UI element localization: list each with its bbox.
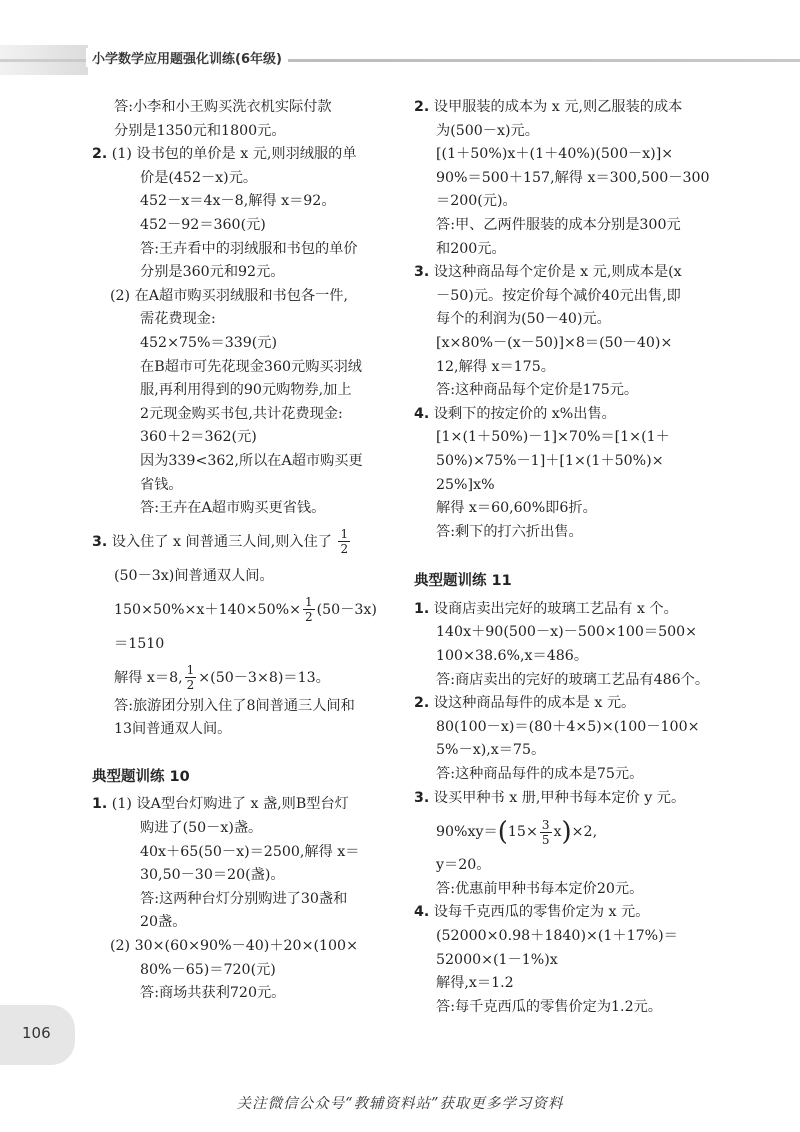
text-line: 设这种商品每个定价是 x 元,则成本是(x xyxy=(433,264,682,281)
text-line: (2) 在A超市购买羽绒服和书包各一件, xyxy=(110,287,348,304)
answer-line: 答:优惠前甲种书每本定价20元。 xyxy=(436,880,644,897)
equation: 40x＋65(50－x)＝2500,解得 x＝ xyxy=(140,843,360,860)
equation: 12,解得 x＝175。 xyxy=(436,358,555,375)
equation: 80(100－x)＝(80＋4×5)×(100－100× xyxy=(436,718,700,735)
answer-line: 答:这种商品每个定价是175元。 xyxy=(436,382,639,399)
text-line: 服,再利用得到的90元购物券,加上 xyxy=(140,382,352,399)
equation: 30,50－30＝20(盏)。 xyxy=(140,867,285,884)
answer-line: 和200元。 xyxy=(436,240,506,257)
footer-note: 关注微信公众号“教辅资料站”获取更多学习资料 xyxy=(236,1096,564,1112)
equation: 解得,x＝1.2 xyxy=(436,975,514,992)
question-number: 3. xyxy=(414,264,430,281)
text-line: 需花费现金: xyxy=(140,311,216,328)
text-line: 设剩下的按定价的 x%出售。 xyxy=(433,405,616,422)
question-number: 1. xyxy=(414,600,430,617)
question-number: 2. xyxy=(414,695,430,712)
answer-line: 答:王卉在A超市购买更省钱。 xyxy=(140,500,326,517)
equation: 5%－x),x＝75。 xyxy=(436,742,546,759)
book-title: 小学数学应用题强化训练(6年级) xyxy=(86,48,288,67)
text-line: 设每千克西瓜的零售价定为 x 元。 xyxy=(433,904,650,921)
text-line: (1) 设书包的单价是 x 元,则羽绒服的单 xyxy=(111,146,357,163)
equation: 452－x＝4x－8,解得 x＝92。 xyxy=(140,193,336,210)
equation: (52000×0.98＋1840)×(1＋17%)＝ xyxy=(436,928,678,944)
text-line: 设入住了 x 间普通三人间,则入住了 xyxy=(111,533,332,550)
equation: [1×(1＋50%)－1]×70%＝[1×(1＋ xyxy=(436,429,670,446)
equation: 80%－65)＝720(元) xyxy=(140,961,276,978)
equation: [x×80%－(x－50)]×8＝(50－40)× xyxy=(436,334,673,351)
text-line: 价是(452－x)元。 xyxy=(140,169,258,186)
equation: 150×50%×x＋140×50%× $\frac{1}{2}$ (50－3x) xyxy=(114,595,377,625)
answer-line: 答:这种商品每件的成本是75元。 xyxy=(436,766,644,783)
text-line: 每个的利润为(50－40)元。 xyxy=(436,311,611,328)
text-line: 设甲服装的成本为 x 元,则乙服装的成本 xyxy=(433,99,683,115)
text-line: 为(500－x)元。 xyxy=(436,122,539,139)
question-number: 2. xyxy=(92,146,108,163)
equation: 90%xy＝(15× $\frac{3}{5}$ x)×2, xyxy=(436,817,598,848)
fraction: $\frac{1}{2}$ xyxy=(186,663,195,693)
answer-line: 分别是360元和92元。 xyxy=(140,264,285,281)
answer-line: 答:甲、乙两件服装的成本分别是300元 xyxy=(436,216,681,233)
answer-line: 13间普通双人间。 xyxy=(114,721,232,738)
question-number: 1. xyxy=(92,796,108,813)
equation: 52000×(1－1%)x xyxy=(436,951,558,968)
equation: 90%＝500＋157,解得 x＝300,500－300 xyxy=(436,169,710,186)
equation: ＝200(元)。 xyxy=(436,193,517,210)
text-line: (1) 设A型台灯购进了 x 盏,则B型台灯 xyxy=(111,796,349,813)
equation: 360＋2＝362(元) xyxy=(140,429,257,446)
equation: 50%)×75%－1]＋[1×(1＋50%)× xyxy=(436,452,664,469)
equation: (2) 30×(60×90%－40)＋20×(100× xyxy=(110,938,358,955)
equation: y＝20。 xyxy=(436,857,491,874)
question-number: 2. xyxy=(414,99,430,115)
question-number: 3. xyxy=(92,533,108,550)
question-number: 4. xyxy=(414,904,430,921)
section-heading: 典型题训练 11 xyxy=(414,573,512,590)
answer-line: 20盏。 xyxy=(140,914,187,931)
question-number: 3. xyxy=(414,789,430,806)
fraction: $\frac{1}{2}$ xyxy=(304,595,313,625)
left-column xyxy=(92,96,392,1006)
equation: 25%]x% xyxy=(436,476,495,493)
text-line: 设商店卖出完好的玻璃工艺品有 x 个。 xyxy=(433,600,678,617)
equation: 解得 x＝60,60%即6折。 xyxy=(436,500,597,517)
text-line: 因为339<362,所以在A超市购买更 xyxy=(140,452,363,469)
answer-line: 答:旅游团分别入住了8间普通三人间和 xyxy=(114,697,355,714)
question-number: 4. xyxy=(414,405,430,422)
equation: 100×38.6%,x＝486。 xyxy=(436,648,589,665)
right-column xyxy=(414,96,714,1019)
text-line: 设买甲种书 x 册,甲种书每本定价 y 元。 xyxy=(433,789,686,806)
equation: ＝1510 xyxy=(114,635,165,652)
page-number: 106 xyxy=(22,1024,51,1042)
text-line: 设这种商品每件的成本是 x 元。 xyxy=(433,695,636,712)
fraction: $\frac{1}{2}$ xyxy=(340,527,349,557)
text-line: 购进了(50－x)盏。 xyxy=(140,820,263,837)
equation: 452×75%＝339(元) xyxy=(140,334,278,351)
text-line: －50)元。按定价每个减价40元出售,即 xyxy=(436,287,681,304)
text-line: 省钱。 xyxy=(140,476,183,493)
equation: 452－92＝360(元) xyxy=(140,216,266,233)
text-line: 2元现金购买书包,共计花费现金: xyxy=(140,405,343,422)
equation: 140x＋90(500－x)－500×100＝500× xyxy=(436,624,698,641)
answer-line: 答:每千克西瓜的零售价定为1.2元。 xyxy=(436,998,662,1015)
text-line: 分别是1350元和1800元。 xyxy=(114,122,286,139)
answer-line: 答:商场共获利720元。 xyxy=(140,985,286,1002)
answer-line: 答:剩下的打六折出售。 xyxy=(436,523,583,540)
fraction: $\frac{3}{5}$ xyxy=(541,817,550,847)
equation: 解得 x＝8, $\frac{1}{2}$ ×(50－3×8)＝13。 xyxy=(114,663,330,693)
answer-line: 答:这两种台灯分别购进了30盏和 xyxy=(140,890,348,907)
section-heading: 典型题训练 10 xyxy=(92,768,190,785)
text-line: (50－3x)间普通双人间。 xyxy=(114,567,274,584)
equation: [(1＋50%)x＋(1＋40%)(500－x)]× xyxy=(436,146,674,163)
answer-line: 答:王卉看中的羽绒服和书包的单价 xyxy=(140,240,358,257)
answer-line: 答:商店卖出的完好的玻璃工艺品有486个。 xyxy=(436,671,710,688)
text-line: 答:小李和小王购买洗衣机实际付款 xyxy=(114,99,332,115)
text-line: 在B超市可先花现金360元购买羽绒 xyxy=(140,358,362,375)
